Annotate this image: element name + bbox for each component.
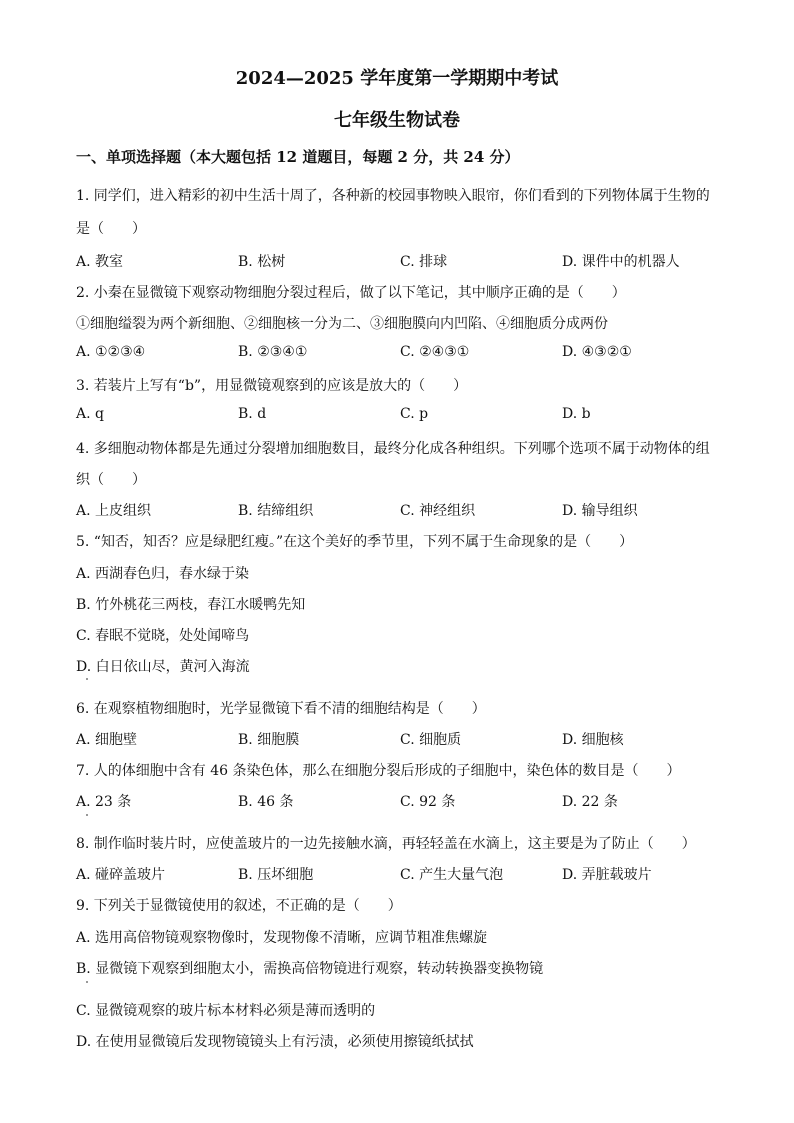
question-8-options [76,864,736,884]
option-b: B. ②③④① [238,344,308,360]
option-a: A. q [76,406,104,422]
question-2-options [76,344,736,364]
option-b: B. 结缔组织 [238,503,314,519]
option-b: B. 46 条 [238,794,294,810]
question-5-stem: 5. “知否，知否？应是绿肥红瘦。”在这个美好的季节里，下列不属于生命现象的是（ ） [76,534,634,550]
section-heading: 一、单项选择题（本大题包括 12 道题目，每题 2 分，共 24 分） [76,148,520,166]
option-c: C. p [400,406,429,422]
option-b: B. 压坏细胞 [238,867,314,883]
option-d: D. 细胞核 [562,732,624,748]
question-9-option-b: B. 显微镜下观察到细胞太小，需换高倍物镜进行观察，转动转换器变换物镜 [76,961,544,977]
option-c: C. 产生大量气泡 [400,867,504,883]
option-c: C. 细胞质 [400,732,462,748]
option-a: A. 细胞壁 [76,732,138,748]
question-6-stem: 6. 在观察植物细胞时，光学显微镜下看不清的细胞结构是（ ） [76,701,486,717]
option-d: D. b [562,406,591,422]
question-9-option-d: D. 在使用显微镜后发现物镜镜头上有污渍，必须使用擦镜纸拭拭 [76,1034,474,1050]
question-2-stem-line-2: ①细胞缢裂为两个新细胞、②细胞核一分为二、③细胞膜向内凹陷、④细胞质分成两份 [76,316,608,332]
option-d: D. ④③②① [562,344,632,360]
stray-mark [86,814,88,816]
question-1-options [76,251,736,271]
exam-title: 2024—2025 学年度第一学期期中考试 [235,68,559,89]
question-2-stem-line-1: 2. 小秦在显微镜下观察动物细胞分裂过程后，做了以下笔记，其中顺序正确的是（ ） [76,285,626,301]
option-a: A. 23 条 [76,794,132,810]
question-9-option-a: A. 选用高倍物镜观察物像时，发现物像不清晰，应调节粗准焦螺旋 [76,930,488,946]
option-c: C. 排球 [400,254,448,270]
option-b: B. d [238,406,267,422]
option-b: B. 松树 [238,254,286,270]
option-c: C. 92 条 [400,794,456,810]
stray-mark [86,678,88,680]
option-a: A. 上皮组织 [76,503,152,519]
stray-mark [86,981,88,983]
question-1-stem-line-1: 1. 同学们，进入精彩的初中生活十周了，各种新的校园事物映入眼帘，你们看到的下列物体属于生物的 [76,188,710,204]
question-7-stem: 7. 人的体细胞中含有 46 条染色体，那么在细胞分裂后形成的子细胞中，染色体的数目是（ ） [76,763,681,779]
option-d: D. 输导组织 [562,503,638,519]
option-d: D. 课件中的机器人 [562,254,680,270]
question-5-option-d: D. 白日依山尽，黄河入海流 [76,659,250,675]
exam-subtitle: 七年级生物试卷 [334,110,460,131]
option-a: A. 碰碎盖玻片 [76,867,166,883]
question-1-stem-line-2: 是（ ） [76,221,146,237]
question-8-stem: 8. 制作临时装片时，应使盖玻片的一边先接触水滴，再轻轻盖在水滴上，这主要是为了防止（ ） [76,836,696,852]
question-4-stem-line-1: 4. 多细胞动物体都是先通过分裂增加细胞数目，最终分化成各种组织。下列哪个选项不属于动物体的组 [76,441,710,457]
question-5-option-c: C. 春眠不觉晓，处处闻啼鸟 [76,628,250,644]
question-9-stem: 9. 下列关于显微镜使用的叙述，不正确的是（ ） [76,898,402,914]
question-4-options [76,500,736,520]
question-3-stem: 3. 若装片上写有“b”，用显微镜观察到的应该是放大的（ ） [76,378,468,394]
question-7-options [76,791,736,811]
option-d: D. 弄脏载玻片 [562,867,652,883]
option-c: C. ②④③① [400,344,470,360]
option-c: C. 神经组织 [400,503,476,519]
option-a: A. 教室 [76,254,124,270]
option-d: D. 22 条 [562,794,618,810]
question-3-options [76,406,736,426]
question-6-options [76,729,736,749]
question-9-option-c: C. 显微镜观察的玻片标本材料必须是薄而透明的 [76,1003,376,1019]
question-5-option-a: A. 西湖春色归，春水绿于染 [76,566,250,582]
option-a: A. ①②③④ [76,344,146,360]
question-4-stem-line-2: 织（ ） [76,472,146,488]
question-5-option-b: B. 竹外桃花三两枝，春江水暖鸭先知 [76,597,306,613]
option-b: B. 细胞膜 [238,732,300,748]
